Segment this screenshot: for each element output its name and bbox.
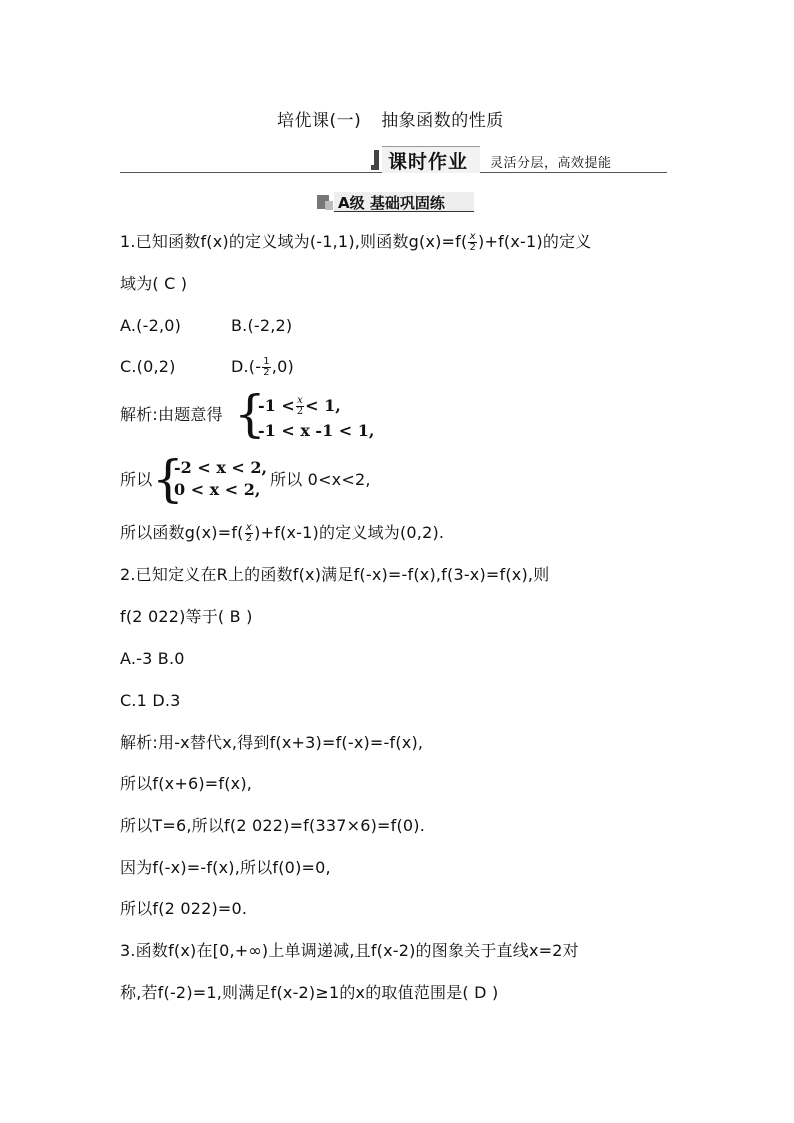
q1-conclusion-b: +f(x-1)的定义域为(0,2). — [260, 523, 445, 542]
banner-mark-icon — [374, 150, 379, 170]
q1-system1-row2: -1 < x -1 < 1, — [258, 421, 375, 440]
fraction-den: 2 — [245, 533, 253, 544]
banner-mark-small-icon — [371, 165, 374, 170]
q3-stem-line1: 3.函数f(x)在[0,+∞)上单调递减,且f(x-2)的图象关于直线x=2对 — [120, 941, 579, 960]
fraction-num: x — [245, 522, 252, 533]
q1-so-label: 所以 — [120, 470, 153, 489]
level-heading: A级 基础巩固练 — [338, 194, 445, 212]
level-block-shade-icon — [325, 201, 333, 210]
q1-conclusion-a: 所以函数g(x)=f — [120, 523, 238, 542]
q1-system2-brace-icon: { — [152, 450, 184, 508]
fraction-num: 1 — [263, 356, 270, 367]
q1-system2-row2: 0 < x < 2, — [174, 480, 261, 499]
q1-stem-fraction — [468, 232, 477, 253]
page-title — [277, 106, 504, 131]
q2-stem-line1: 2.已知定义在R上的函数f(x)满足f(-x)=-f(x),f(3-x)=f(x),则 — [120, 565, 550, 584]
q1-system1-row1 — [258, 396, 341, 417]
q1-stem-text-a: 1.已知函数f(x)的定义域为(-1,1),则函数g(x)=f — [120, 232, 461, 251]
title-sub: 抽象函数的性质 — [381, 111, 504, 131]
q1-system1-brace-icon: { — [234, 385, 266, 443]
banner-subtitle: 灵活分层，高效提能 — [490, 156, 612, 171]
q1-conclusion: 所以函数g(x)=f( $\frac{x}{2}$ )+f(x-1)的定义域为(0,2). — [120, 522, 445, 544]
q1-system2-row1: -2 < x < 2, — [174, 458, 268, 477]
q1-option-c: C.(0,2) — [120, 357, 176, 376]
q1-conclusion-fraction — [245, 523, 254, 544]
fraction-num: x — [297, 395, 303, 406]
title-main: 培优课(一) — [277, 111, 362, 131]
sys1-row1-b: < 1, — [305, 396, 341, 415]
q1-option-d-fraction — [262, 357, 271, 378]
q1-stem-line2: 域为( C ) — [120, 274, 188, 293]
q1-stem-line1: 1.已知函数f(x)的定义域为(-1,1),则函数g(x)=f( $\frac{x}{2}$ )+f(x-1)的定义 — [120, 231, 592, 253]
q3-stem-line2: 称,若f(-2)=1,则满足f(x-2)≥1的x的取值范围是( D ) — [120, 983, 499, 1002]
banner-label: 课时作业 — [388, 151, 469, 173]
q1-solution-label: 解析:由题意得 — [120, 405, 223, 424]
q1-stem-text-b: +f(x-1)的定义 — [484, 232, 592, 251]
q2-solution-line4: 因为f(-x)=-f(x),所以f(0)=0, — [120, 858, 331, 877]
q2-options-ab: A.-3 B.0 — [120, 649, 185, 668]
fraction-num: x — [469, 231, 476, 242]
sys1-row1-fraction — [296, 396, 304, 417]
fraction-den: 2 — [469, 242, 477, 253]
fraction-den: 2 — [263, 367, 270, 378]
q1-option-a: A.(-2,0) — [120, 316, 182, 335]
fraction-den: 2 — [296, 406, 304, 417]
q1-option-d-b: ,0) — [271, 357, 294, 376]
q1-option-d — [231, 356, 294, 378]
q1-option-b: B.(-2,2) — [231, 316, 293, 335]
q2-solution-line3: 所以T=6,所以f(2 022)=f(337×6)=f(0). — [120, 816, 426, 835]
q2-solution-line2: 所以f(x+6)=f(x), — [120, 774, 253, 793]
q1-so-tail: 所以 0<x<2, — [270, 470, 371, 489]
q2-solution-line5: 所以f(2 022)=0. — [120, 899, 248, 918]
q1-option-d-a: D.(- — [231, 357, 262, 376]
q2-stem-line2: f(2 022)等于( B ) — [120, 607, 253, 626]
q2-options-cd: C.1 D.3 — [120, 691, 181, 710]
sys1-row1-a: -1 < — [258, 396, 295, 415]
q2-solution-line1: 解析:用-x替代x,得到f(x+3)=f(-x)=-f(x), — [120, 733, 424, 752]
